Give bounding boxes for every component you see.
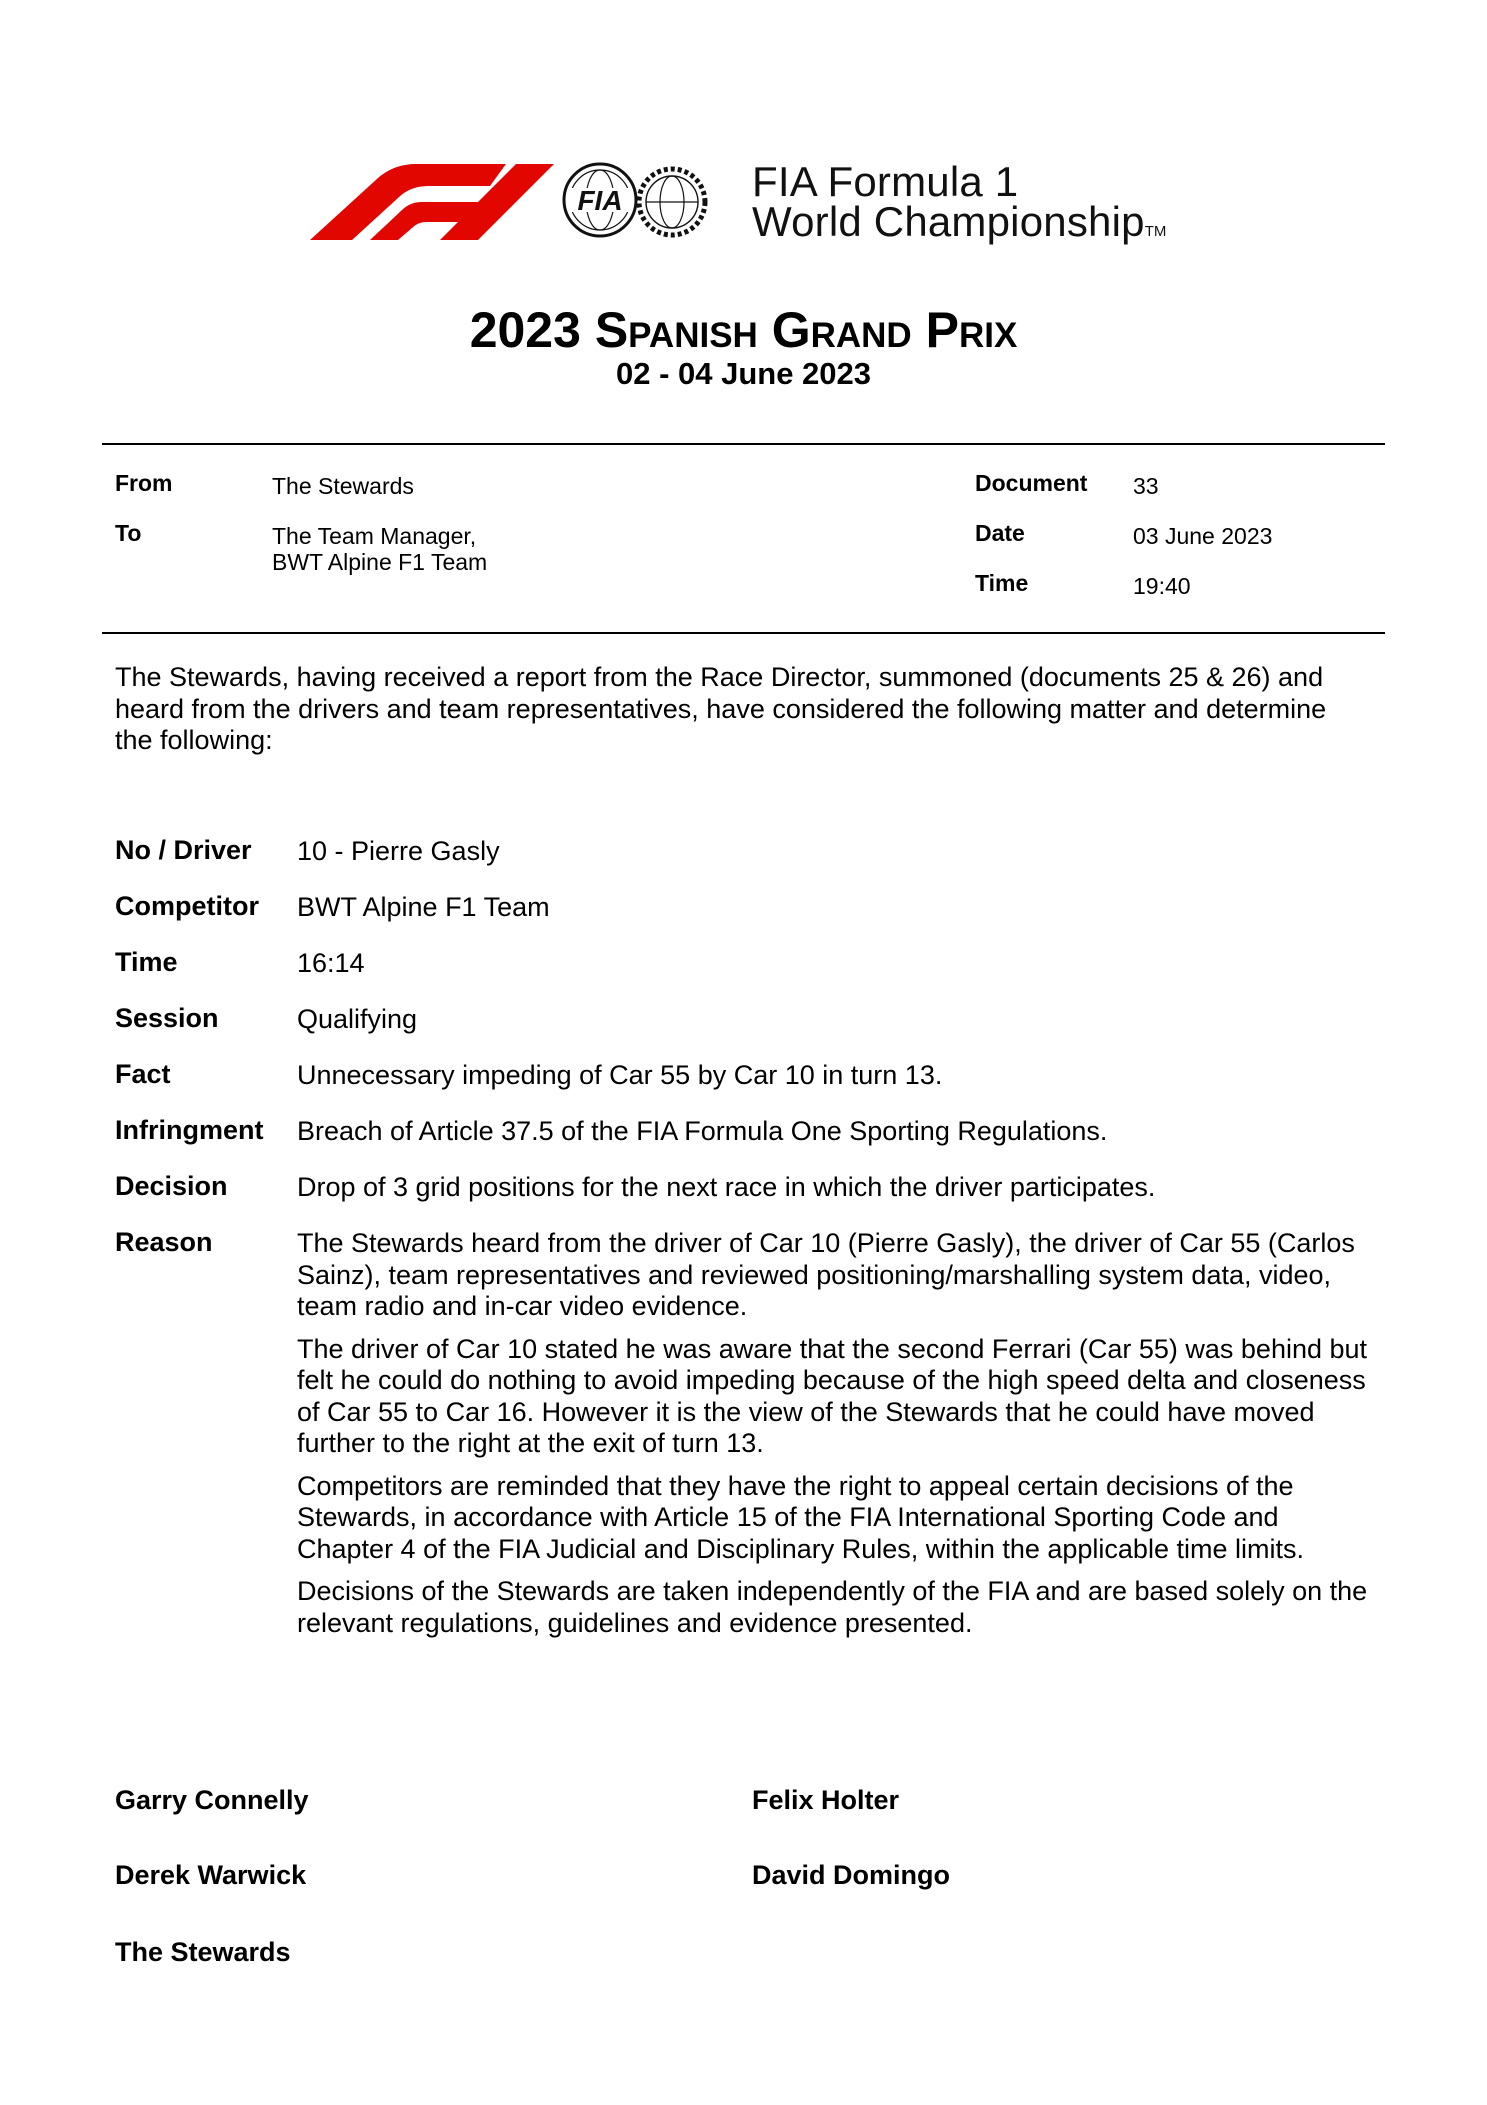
steward-name: Derek Warwick — [115, 1860, 307, 1890]
event-dates: 02 - 04 June 2023 — [615, 356, 872, 391]
reason-label: Reason — [115, 1227, 213, 1257]
from-value: The Stewards — [272, 473, 414, 499]
from-label: From — [115, 470, 173, 496]
fia-badge-text: FIA — [577, 185, 623, 216]
steward-name: Garry Connelly — [115, 1785, 309, 1815]
divider-bottom — [102, 632, 1385, 634]
competitor-label: Competitor — [115, 891, 259, 921]
logo-line-1: FIA Formula 1 — [752, 158, 1019, 205]
fact-value: Unnecessary impeding of Car 55 by Car 10 in turn 13. — [297, 1060, 943, 1090]
to-label: To — [115, 520, 142, 546]
to-value: The Team Manager, BWT Alpine F1 Team — [272, 523, 488, 575]
stewards-closing: The Stewards — [115, 1937, 291, 1967]
decision-value: Drop of 3 grid positions for the next race in which the driver participates. — [297, 1172, 1156, 1202]
driver-value: 10 - Pierre Gasly — [297, 836, 500, 866]
reason-text — [297, 1228, 1377, 1650]
steward-name: Felix Holter — [752, 1785, 900, 1815]
event-title: 2023 Spanish Grand Prix — [469, 302, 1018, 358]
incident-time-label: Time — [115, 947, 178, 977]
time-value: 19:40 — [1133, 573, 1191, 599]
f1-logo-icon — [310, 158, 750, 248]
logo-line-2: World ChampionshipTM — [752, 198, 1167, 245]
trademark: TM — [1144, 223, 1167, 240]
document-label: Document — [975, 470, 1088, 496]
competitor-value: BWT Alpine F1 Team — [297, 892, 550, 922]
infringement-label: Infringment — [115, 1115, 264, 1145]
reason-paragraph: The driver of Car 10 stated he was aware that the second Ferrari (Car 55) was behind but felt he could do nothing to avoid impeding because of the high speed delta and closeness of Car 55 to Car 16. However it is the view of the Stewards that he could have moved further to the right at the exit of turn 13. — [297, 1333, 1368, 1458]
driver-label: No / Driver — [115, 835, 252, 865]
fact-label: Fact — [115, 1059, 171, 1089]
independence-notice-paragraph: Decisions of the Stewards are taken independently of the FIA and are based solely on the relevant regulations, guidelines and evidence presented. — [297, 1576, 1368, 1638]
session-label: Session — [115, 1003, 219, 1033]
incident-time-value: 16:14 — [297, 948, 365, 978]
steward-name: David Domingo — [752, 1860, 951, 1890]
session-value: Qualifying — [297, 1004, 418, 1034]
decision-label: Decision — [115, 1171, 228, 1201]
date-label: Date — [975, 520, 1025, 546]
fia-f1-logo — [310, 158, 1210, 258]
intro-paragraph: The Stewards, having received a report from the Race Director, summoned (documents 25 & 26) and heard from the drivers and team representatives, have considered the following matter and determine the following: — [115, 662, 1327, 755]
time-label: Time — [975, 570, 1029, 596]
reason-paragraph: The Stewards heard from the driver of Car 10 (Pierre Gasly), the driver of Car 55 (Carlos Sainz), team representatives and reviewed positioning/marshalling system data, video, team radio and in-car video evidence. — [297, 1228, 1355, 1321]
document-number: 33 — [1133, 473, 1159, 499]
date-value: 03 June 2023 — [1133, 523, 1273, 549]
divider-top — [102, 443, 1385, 445]
appeal-notice-paragraph: Competitors are reminded that they have the right to appeal certain decisions of the Stewards, in accordance with Article 15 of the FIA International Sporting Code and Chapter 4 of the FIA Judicial and Disciplinary Rules, within the applicable time limits. — [297, 1470, 1304, 1564]
infringement-value: Breach of Article 37.5 of the FIA Formula One Sporting Regulations. — [297, 1116, 1108, 1146]
